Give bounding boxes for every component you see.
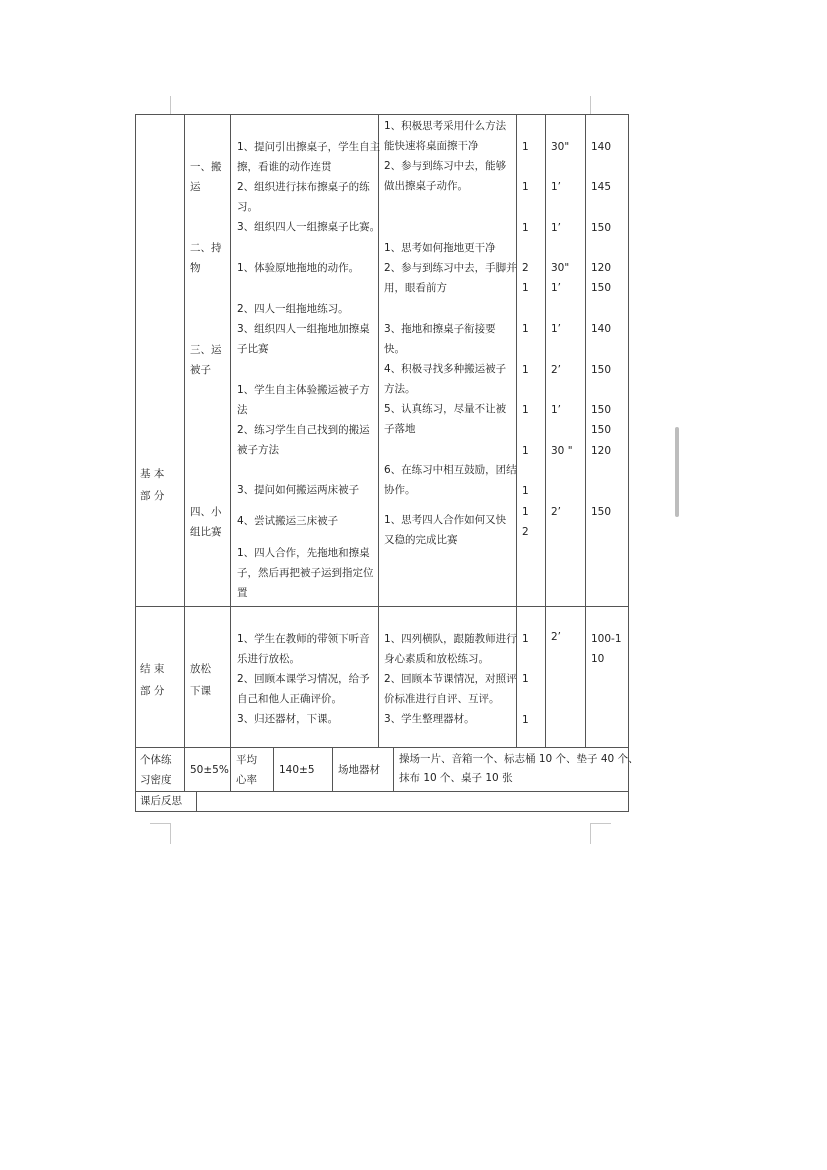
section-label-end: 结 束 部 分 xyxy=(140,663,165,697)
heartrate-cell: 150 xyxy=(591,404,612,416)
teacher-block-4: 1、学生自主体验搬运被子方 法 2、练习学生自己找到的搬运 被子方法 xyxy=(237,384,370,456)
page-corner-mark xyxy=(150,96,171,114)
duration-cell: 30 " xyxy=(551,445,573,457)
heartrate-cell: 140 xyxy=(591,141,612,153)
table-border xyxy=(585,114,586,747)
density-value: 50±5% xyxy=(190,764,229,776)
teacher-block-3: 2、四人一组拖地练习。 3、组织四人一组拖地加擦桌 子比赛 xyxy=(237,303,370,355)
heartrate-cell: 150 xyxy=(591,506,612,518)
times-cell: 1 xyxy=(522,364,529,376)
density-label: 个体练 习密度 xyxy=(140,754,172,786)
heartrate-cell: 100-1 10 xyxy=(591,633,622,665)
times-cell: 1 xyxy=(522,445,529,457)
times-cell: 1 xyxy=(522,282,529,294)
table-border xyxy=(135,747,629,748)
table-border xyxy=(135,791,629,792)
heartrate-cell: 150 xyxy=(591,424,612,436)
times-cell: 1 xyxy=(522,141,529,153)
teacher-block-5: 3、提问如何搬运两床被子 xyxy=(237,484,360,496)
duration-cell: 1’ xyxy=(551,323,562,335)
duration-cell: 1’ xyxy=(551,222,562,234)
teacher-block-end: 1、学生在教师的带领下听音 乐进行放松。 2、回顾本课学习情况，给予 自己和他人正确评价。 3、归还器材，下课。 xyxy=(237,633,370,725)
table-border xyxy=(628,114,629,812)
heartrate-cell: 145 xyxy=(591,181,612,193)
times-cell: 1 xyxy=(522,485,529,497)
content-relax: 放松 下课 xyxy=(190,663,211,697)
times-cell: 1 xyxy=(522,181,529,193)
heartrate-cell: 140 xyxy=(591,323,612,335)
teacher-block-1: 1、提问引出擦桌子，学生自主 擦，看谁的动作连贯 2、组织进行抹布擦桌子的练 习。 3、组织四人一组擦桌子比赛。 xyxy=(237,141,381,233)
table-border xyxy=(135,114,629,115)
table-border xyxy=(184,747,185,791)
duration-cell: 2’ xyxy=(551,631,562,643)
student-block-4: 6、在练习中相互鼓励，团结 协作。 xyxy=(384,464,517,496)
duration-cell: 2’ xyxy=(551,364,562,376)
student-block-end: 1、四列横队，跟随教师进行 身心素质和放松练习。 2、回顾本节课情况，对照评 价标准进行自评、互评。 3、学生整理器材。 xyxy=(384,633,517,725)
section-label-basic: 基 本 部 分 xyxy=(140,468,165,502)
student-block-1: 1、积极思考采用什么方法 能快速将桌面擦干净 2、参与到练习中去，能够 做出擦桌子动作。 xyxy=(384,120,507,192)
page-corner-mark xyxy=(150,823,171,844)
content-quilt: 三、运 被子 xyxy=(190,344,222,376)
hr-value: 140±5 xyxy=(279,764,315,776)
duration-cell: 1’ xyxy=(551,181,562,193)
table-border xyxy=(273,747,274,791)
heartrate-cell: 120 xyxy=(591,445,612,457)
table-border xyxy=(184,114,185,747)
student-block-5: 1、思考四人合作如何又快 又稳的完成比赛 xyxy=(384,514,507,546)
equip-value: 操场一片、音箱一个、标志桶 10 个、垫子 40 个、 抹布 10 个、桌子 10 张 xyxy=(399,753,639,784)
times-cell: 2 xyxy=(522,262,529,274)
content-hold: 二、持 物 xyxy=(190,242,222,274)
table-border xyxy=(545,114,546,747)
times-cell: 1 xyxy=(522,404,529,416)
student-block-2: 1、思考如何拖地更干净 2、参与到练习中去，手脚并 用，眼看前方 xyxy=(384,242,517,294)
table-border xyxy=(135,811,629,812)
reflect-label: 课后反思 xyxy=(140,795,182,807)
equip-label: 场地器材 xyxy=(338,764,380,776)
page-corner-mark xyxy=(590,823,611,844)
table-border xyxy=(332,747,333,791)
content-group: 四、小 组比赛 xyxy=(190,506,222,538)
duration-cell: 1’ xyxy=(551,404,562,416)
duration-cell: 2’ xyxy=(551,506,562,518)
table-border xyxy=(135,114,136,812)
table-border xyxy=(230,747,231,791)
student-block-3: 3、拖地和擦桌子衔接要 快。 4、积极寻找多种搬运被子 方法。 5、认真练习，尽量不让被 子落地 xyxy=(384,323,507,435)
scrollbar-thumb[interactable] xyxy=(675,427,679,517)
table-border xyxy=(393,747,394,791)
heartrate-cell: 150 xyxy=(591,282,612,294)
heartrate-cell: 150 xyxy=(591,364,612,376)
duration-cell: 30" xyxy=(551,262,570,274)
hr-label: 平均 心率 xyxy=(236,754,257,786)
duration-cell: 1’ xyxy=(551,282,562,294)
times-cell: 1 xyxy=(522,506,529,518)
teacher-block-7: 1、四人合作，先拖地和擦桌 子，然后再把被子运到指定位 置 xyxy=(237,547,374,599)
table-border xyxy=(135,606,629,607)
times-cell: 2 xyxy=(522,526,529,538)
page-corner-mark xyxy=(590,96,611,114)
times-cell: 1 xyxy=(522,222,529,234)
teacher-block-2: 1、体验原地拖地的动作。 xyxy=(237,262,360,274)
heartrate-cell: 120 xyxy=(591,262,612,274)
table-border xyxy=(230,114,231,747)
times-cell: 1 xyxy=(522,714,529,726)
heartrate-cell: 150 xyxy=(591,222,612,234)
times-cell: 1 xyxy=(522,673,529,685)
times-cell: 1 xyxy=(522,323,529,335)
content-carry: 一、搬 运 xyxy=(190,161,222,193)
teacher-block-6: 4、尝试搬运三床被子 xyxy=(237,515,339,527)
duration-cell: 30" xyxy=(551,141,570,153)
table-border xyxy=(196,791,197,811)
times-cell: 1 xyxy=(522,633,529,645)
